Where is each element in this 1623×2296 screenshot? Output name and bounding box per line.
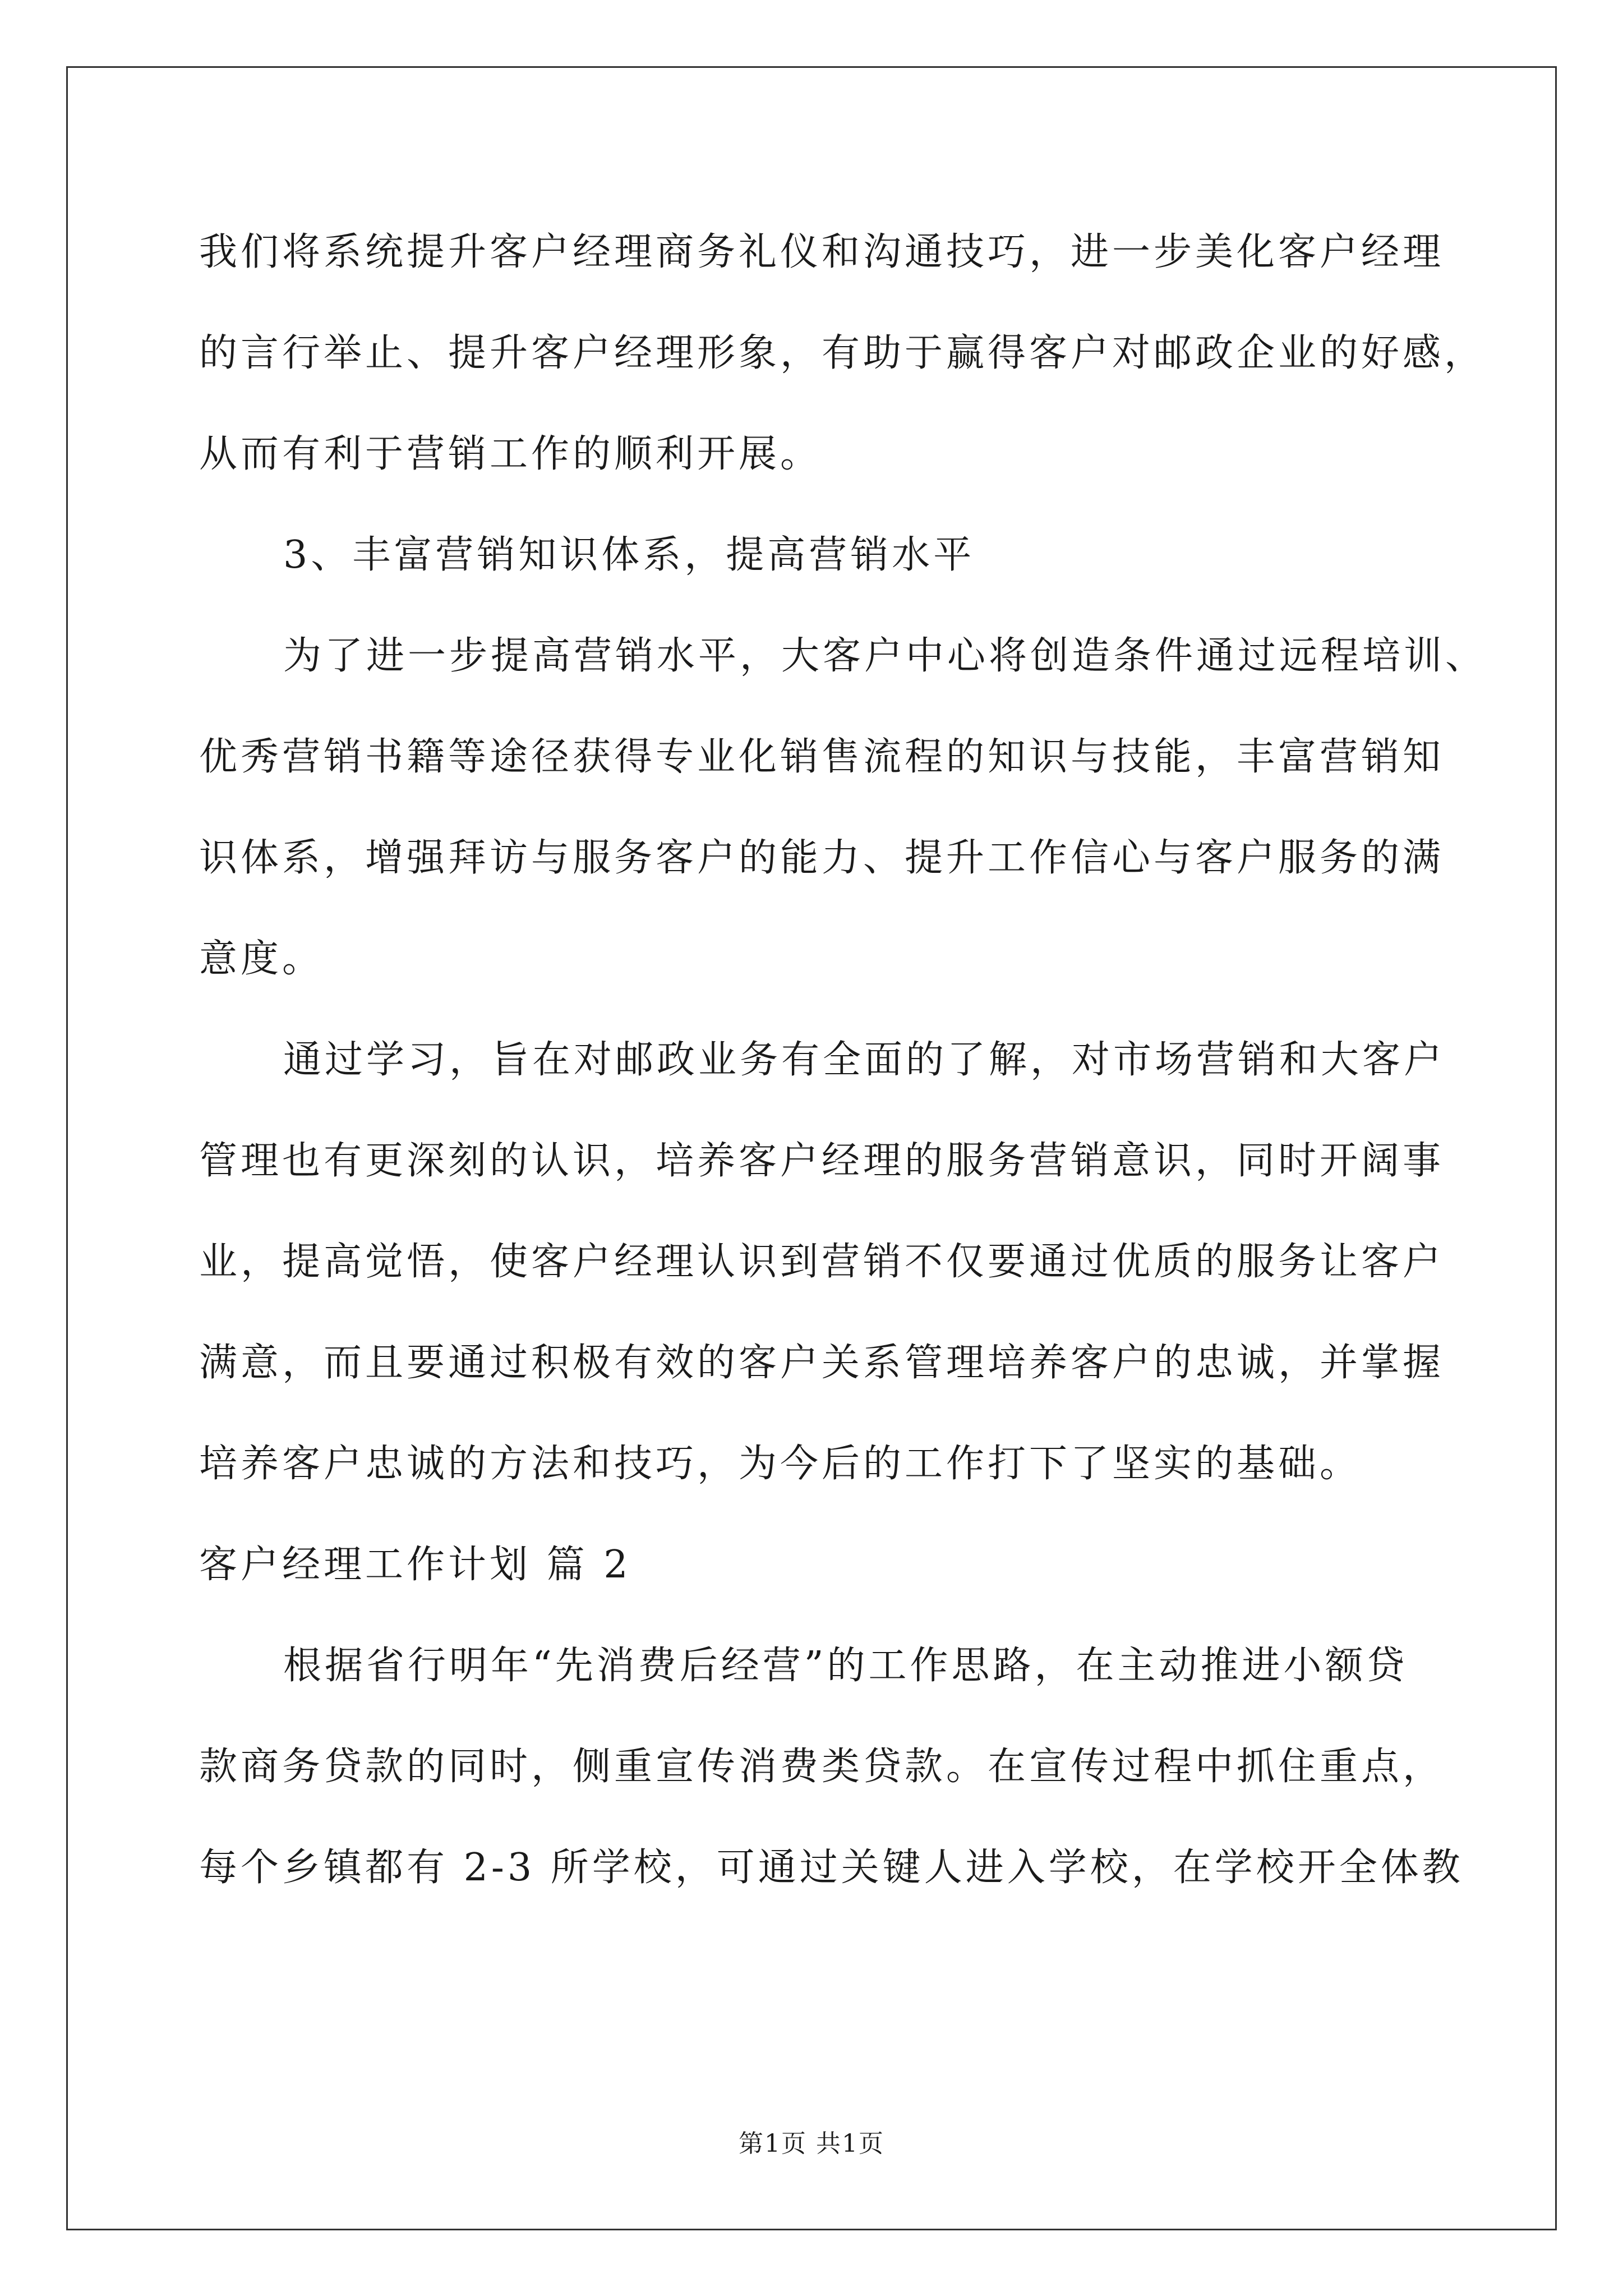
text-line: 每个乡镇都有 2-3 所学校，可通过关键人进入学校，在学校开全体教 <box>199 1846 1464 1890</box>
page-number: 第1页 共1页 <box>739 2129 884 2158</box>
text-line: 业，提高觉悟，使客户经理认识到营销不仅要通过优质的服务让客户 <box>199 1240 1445 1284</box>
text-line: 优秀营销书籍等途径获得专业化销售流程的知识与技能，丰富营销知 <box>199 735 1445 779</box>
text-line: 通过学习，旨在对邮政业务有全面的了解，对市场营销和大客户 <box>283 1038 1446 1082</box>
article-title: 客户经理工作计划 篇 2 <box>199 1543 631 1587</box>
text-line: 我们将系统提升客户经理商务礼仪和沟通技巧，进一步美化客户经理 <box>199 230 1445 274</box>
text-line: 培养客户忠诚的方法和技巧，为今后的工作打下了坚实的基础。 <box>199 1442 1362 1486</box>
text-line: 满意，而且要通过积极有效的客户关系管理培养客户的忠诚，并掌握 <box>199 1341 1445 1385</box>
text-line: 管理也有更深刻的认识，培养客户经理的服务营销意识，同时开阔事 <box>199 1139 1445 1183</box>
section-heading: 3、丰富营销知识体系，提高营销水平 <box>283 533 975 577</box>
text-line: 从而有利于营销工作的顺利开展。 <box>199 432 822 476</box>
text-line: 识体系，增强拜访与服务客户的能力、提升工作信心与客户服务的满 <box>199 836 1445 880</box>
text-line: 为了进一步提高营销水平，大客户中心将创造条件通过远程培训、 <box>283 634 1487 678</box>
document-body <box>199 202 1487 1918</box>
text-line: 根据省行明年“先消费后经营”的工作思路，在主动推进小额贷 <box>283 1644 1408 1688</box>
text-line: 意度。 <box>199 937 324 981</box>
text-line: 款商务贷款的同时，侧重宣传消费类贷款。在宣传过程中抓住重点， <box>199 1745 1445 1789</box>
text-line: 的言行举止、提升客户经理形象，有助于赢得客户对邮政企业的好感， <box>199 331 1486 375</box>
